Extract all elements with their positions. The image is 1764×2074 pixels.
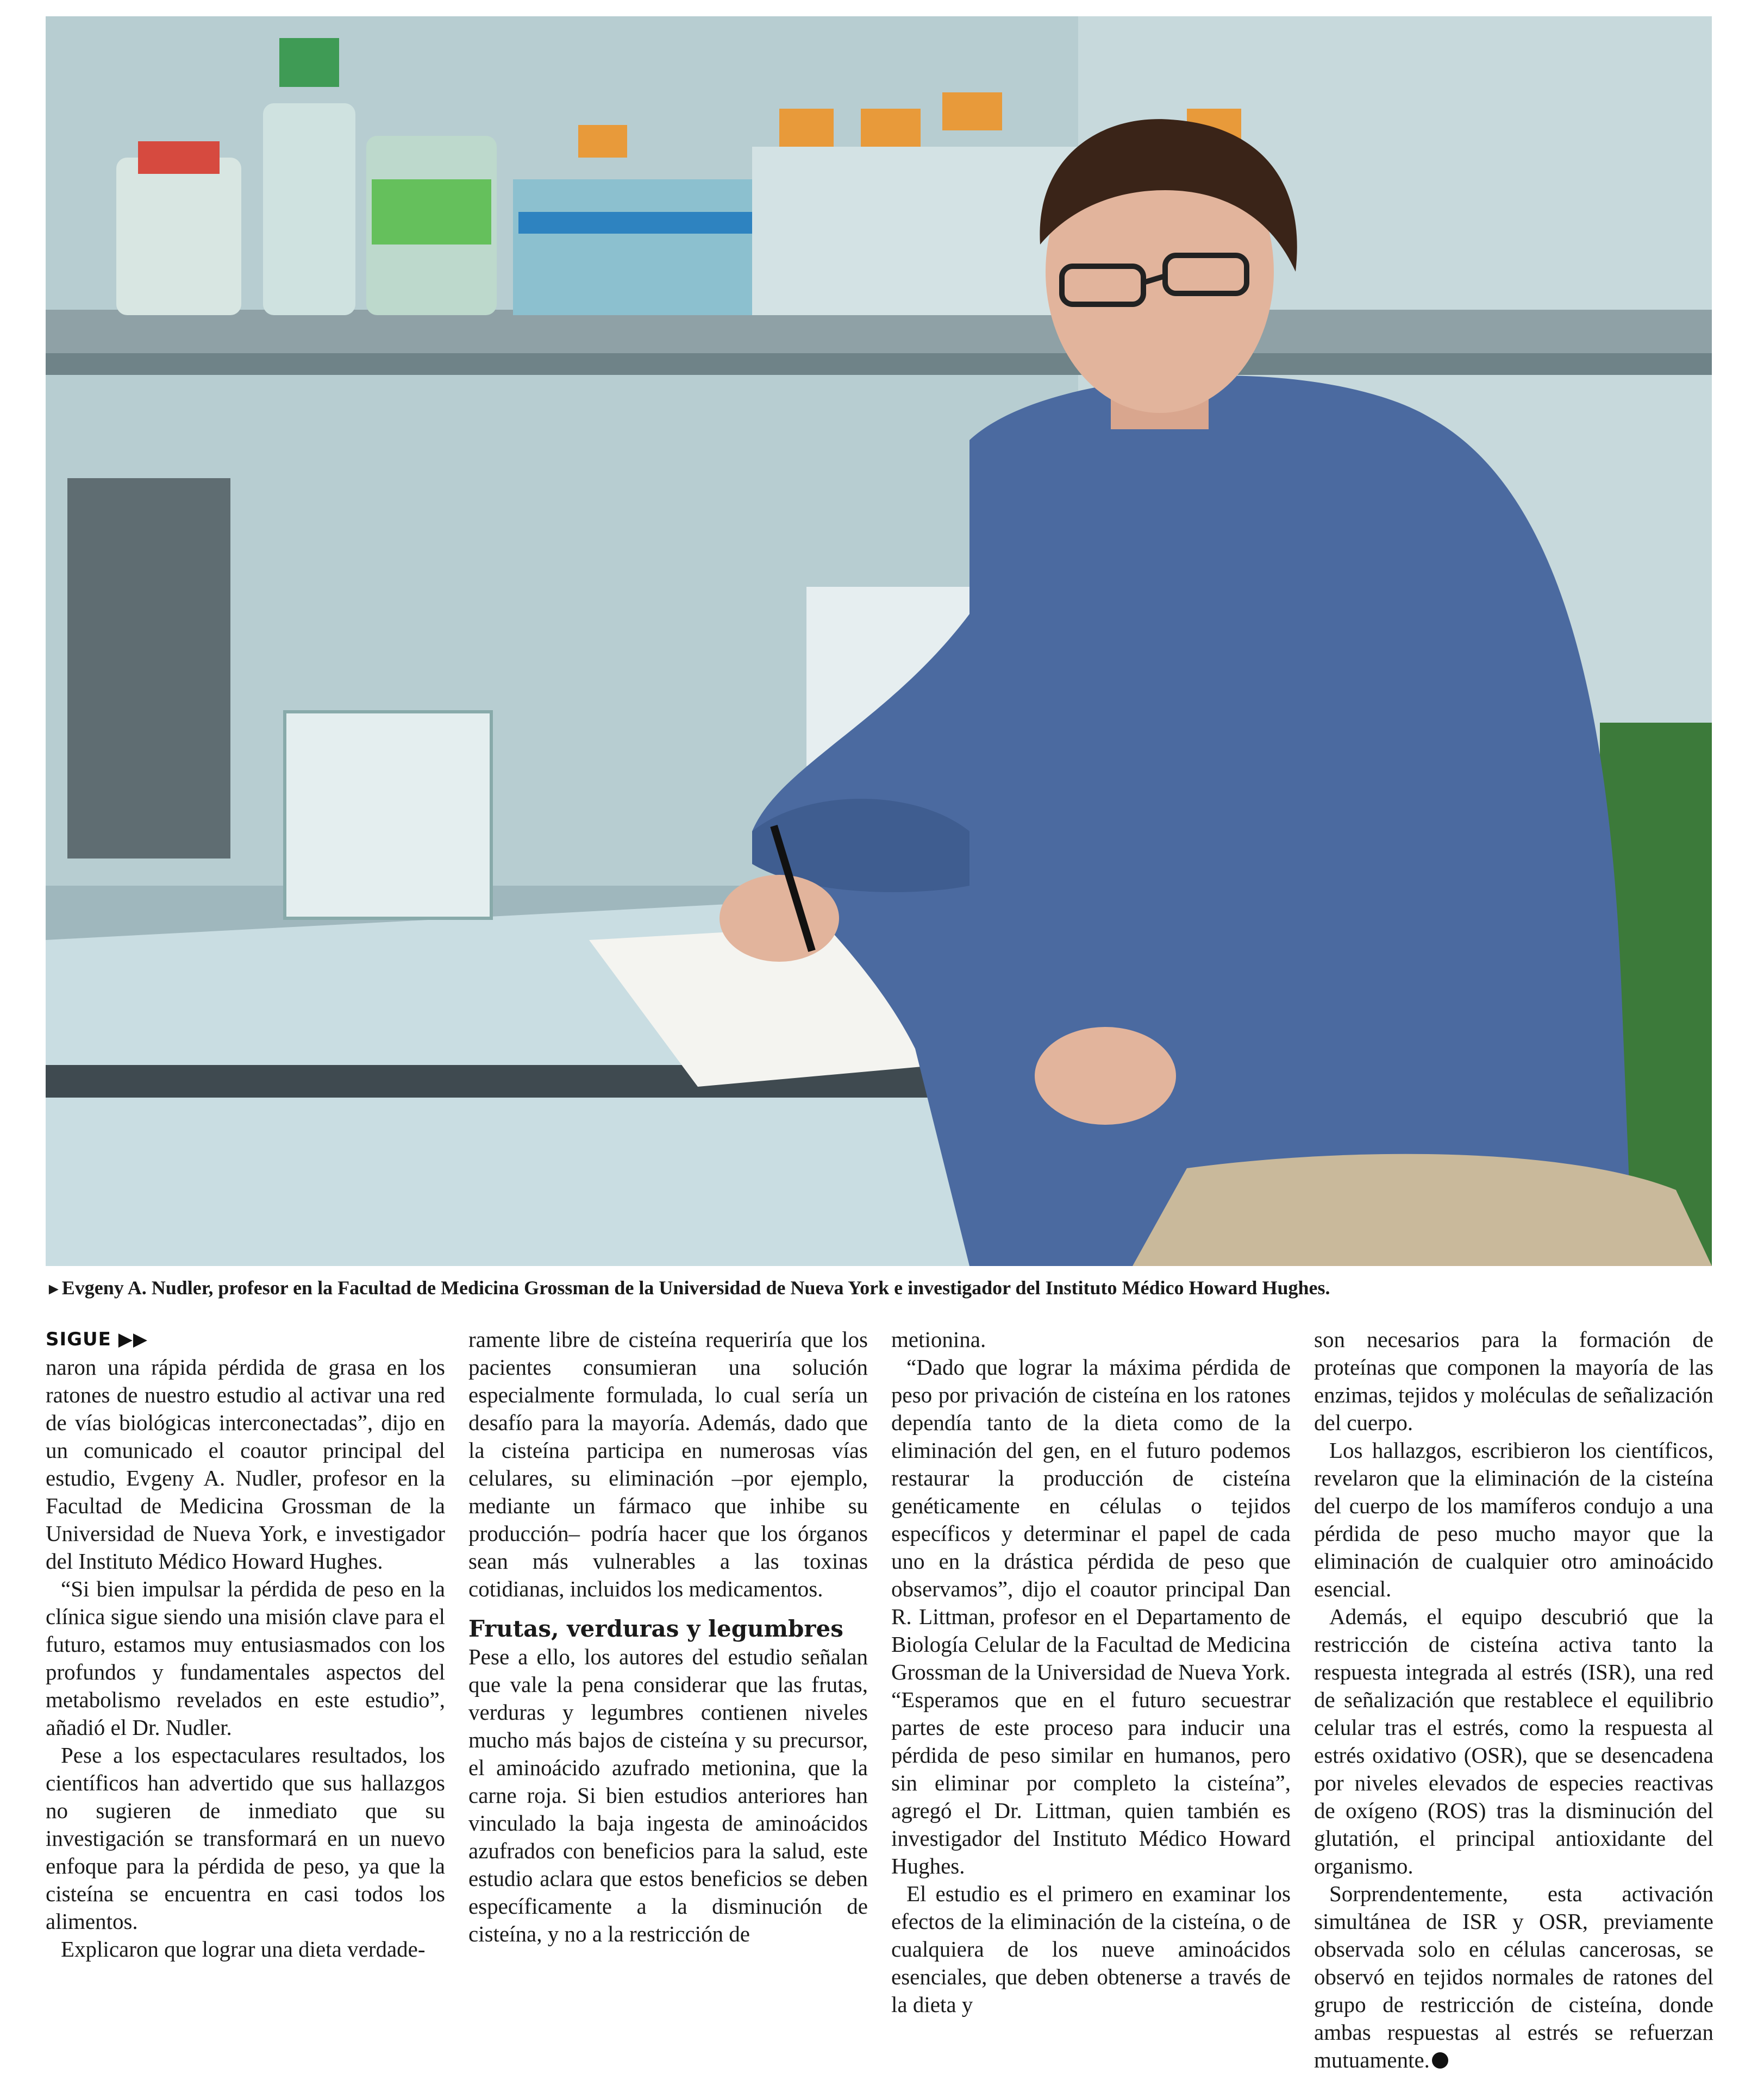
paragraph-text: Sorprendentemente, esta activación simultánea de ISR y OSR, previamente observada solo en células cancerosas, se observó en tejidos normales de ratones del grupo de restricción de cisteína, donde ambas respuestas al estrés se refuerzan mutuamente.: [1314, 1881, 1713, 2072]
paragraph: “Dado que lograr la máxima pérdida de peso por privación de cisteína en los ratones dependía tanto de la dieta como de la eliminación del gen, en el futuro podemos restaurar la producción de cisteína genéticamente en células o tejidos específicos y determinar el papel de cada uno en la drástica pérdida de peso que observamos”, dijo el coautor principal Dan R. Littman, profesor en el Departamento de Biología Celular de la Facultad de Medicina Grossman de la Universidad de Nueva York. “Esperamos que en el futuro secuestrar partes de este proceso para inducir una pérdida de peso similar en humanos, pero sin eliminar por completo la cisteína”, agregó el Dr. Littman, quien también es investigador del Instituto Médico Howard Hughes.: [891, 1355, 1291, 1878]
paragraph: Pese a ello, los autores del estudio señalan que vale la pena considerar que las frutas, verduras y legumbres contienen niveles mucho más bajos de cisteína y su precursor, el aminoácido azufrado metionina, que la carne roja. Si bien estudios anteriores han vinculado la baja ingesta de aminoácidos azufrados con beneficios para la salud, este estudio aclara que estos beneficios se deben específicamente a la disminución de cisteína, y no a la restricción de: [468, 1644, 868, 1946]
section-subheading: Frutas, verduras y legumbres: [468, 1615, 843, 1642]
sigue-label: SIGUE ▶▶: [46, 1329, 148, 1350]
article-column-3: [891, 1326, 1291, 2019]
paragraph: metionina.: [891, 1327, 986, 1352]
lab-photo: [46, 16, 1712, 1266]
paragraph: Además, el equipo descubrió que la restricción de cisteína activa tanto la respuesta integrada al estrés (ISR), una red de señalización que restablece el equilibrio celular tras el estrés, como la respuesta al estrés oxidativo (OSR), que se desencadena por niveles elevados de especies reactivas de oxígeno (ROS) tras la disminución del glutatión, el principal antioxidante del organismo.: [1314, 1604, 1713, 1878]
article-column-1: [46, 1326, 445, 1963]
paragraph: El estudio es el primero en examinar los efectos de la eliminación de la cisteína, o de cualquiera de los nueve aminoácidos esenciales, que deben obtenerse a través de la dieta y: [891, 1881, 1291, 2017]
photo-caption: [46, 1275, 1712, 1302]
article-column-4: [1314, 1326, 1713, 2074]
paragraph: son necesarios para la formación de proteínas que componen la mayoría de las enzimas, tejidos y moléculas de señalización del cuerpo.: [1314, 1327, 1713, 1435]
paragraph: [1314, 1880, 1713, 2074]
paragraph: ramente libre de cisteína requeriría que los pacientes consumieran una solución especialmente formulada, lo cual sería un desafío para la mayoría. Además, dado que la cisteína participa en numerosas vías celulares, su eliminación –por ejemplo, mediante un fármaco que inhibe su producción– podría hacer que los órganos sean más vulnerables a las toxinas cotidianas, incluidos los medicamentos.: [468, 1327, 868, 1601]
caption-marker: ►: [46, 1280, 62, 1298]
article-column-2: [468, 1326, 868, 1948]
end-of-article-icon: [1432, 2052, 1448, 2069]
paragraph: Pese a los espectaculares resultados, los científicos han advertido que sus hallazgos no sugieren de inmediato que su investigación se transformará en un nuevo enfoque para la pérdida de peso, ya que la cisteína se encuentra en casi todos los alimentos.: [46, 1743, 445, 1934]
paragraph: naron una rápida pérdida de grasa en los ratones de nuestro estudio al activar una red de vías biológicas interconectadas”, dijo en un comunicado el coautor principal del estudio, Evgeny A. Nudler, profesor en la Facultad de Medicina Grossman de la Universidad de Nueva York, e investigador del Instituto Médico Howard Hughes.: [46, 1355, 445, 1574]
paragraph: Explicaron que lograr una dieta verdade-: [61, 1937, 426, 1962]
lab-scientist-photo-icon: [46, 16, 1712, 1266]
paragraph: Los hallazgos, escribieron los científicos, revelaron que la eliminación de la cisteína del cuerpo de los mamíferos condujo a una pérdida de peso mucho mayor que la eliminación de cualquier otro aminoácido esencial.: [1314, 1438, 1713, 1601]
caption-text: Evgeny A. Nudler, profesor en la Facultad de Medicina Grossman de la Universidad de Nueva York e investigador del Instituto Médico Howard Hughes.: [61, 1277, 1330, 1299]
paragraph: “Si bien impulsar la pérdida de peso en la clínica sigue siendo una misión clave para el futuro, estamos muy entusiasmados con los profundos y fundamentales aspectos del metabolismo revelados en este estudio”, añadió el Dr. Nudler.: [46, 1576, 445, 1740]
